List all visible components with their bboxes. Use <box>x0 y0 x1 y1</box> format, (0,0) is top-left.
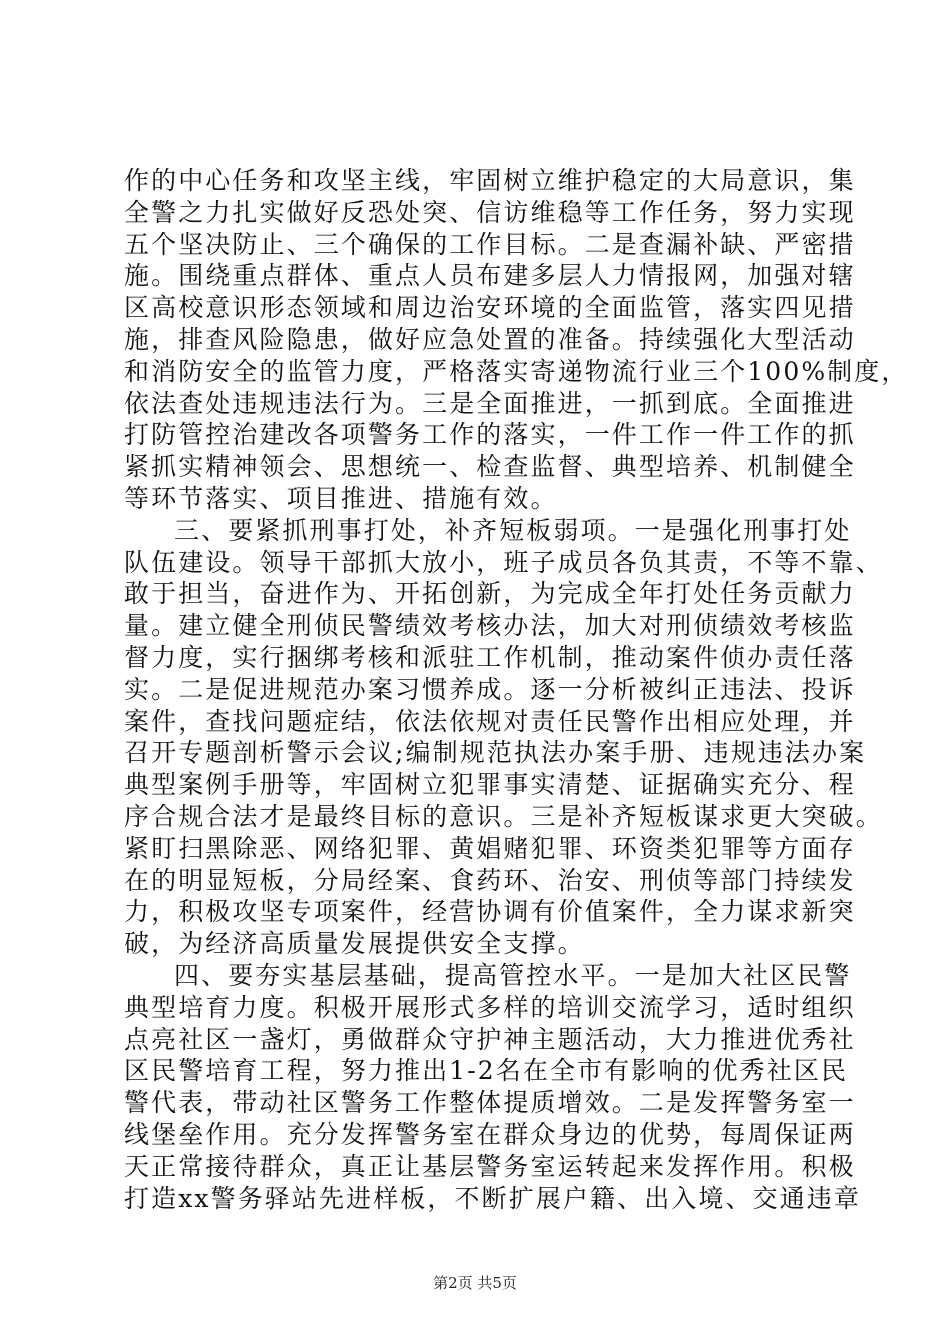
text-line: 督力度，实行捆绑考核和派驻工作机制，推动案件侦办责任落 <box>124 642 856 672</box>
text-line: 施，排查风险隐患，做好应急处置的准备。持续强化大型活动 <box>124 324 856 354</box>
text-line: 打防管控治建改各项警务工作的落实，一件工作一件工作的抓 <box>124 420 856 450</box>
text-line: 等环节落实、项目推进、措施有效。 <box>124 483 558 513</box>
body-text <box>124 165 909 1214</box>
text-line: 区高校意识形态领域和周边治安环境的全面监管，落实四见措 <box>124 293 856 323</box>
text-line: 警代表，带动社区警务工作整体提质增效。二是发挥警务室一 <box>124 1088 856 1118</box>
text-line: 和消防安全的监管力度，严格落实寄递物流行业三个100%制度， <box>124 356 909 386</box>
text-line: 四、要夯实基层基础，提高管控水平。一是加大社区民警 <box>174 960 852 990</box>
text-line: 在的明显短板，分局经案、食药环、治安、刑侦等部门持续发 <box>124 865 856 895</box>
text-line: 实。二是促进规范办案习惯养成。逐一分析被纠正违法、投诉 <box>124 674 856 704</box>
text-line: 作的中心任务和攻坚主线，牢固树立维护稳定的大局意识，集 <box>124 166 856 195</box>
text-line: 线堡垒作用。充分发挥警务室在群众身边的优势，每周保证两 <box>124 1119 856 1149</box>
text-line: 队伍建设。领导干部抓大放小，班子成员各负其责，不等不靠、 <box>124 547 883 577</box>
text-line: 点亮社区一盏灯，勇做群众守护神主题活动，大力推进优秀社 <box>124 1024 856 1054</box>
text-line: 全警之力扎实做好反恐处突、信访维稳等工作任务，努力实现 <box>124 197 856 227</box>
text-line: 序合规合法才是最终目标的意识。三是补齐短板谋求更大突破。 <box>124 801 883 831</box>
text-line: 案件，查找问题症结，依法依规对责任民警作出相应处理，并 <box>124 706 856 736</box>
text-line: 力，积极攻坚专项案件，经营协调有价值案件，全力谋求新突 <box>124 897 856 927</box>
text-line: 依法查处违规违法行为。三是全面推进，一抓到底。全面推进 <box>124 388 856 418</box>
text-line: 施。围绕重点群体、重点人员布建多层人力情报网，加强对辖 <box>124 261 856 291</box>
text-line: 天正常接待群众，真正让基层警务室运转起来发挥作用。积极 <box>124 1151 856 1181</box>
text-line: 量。建立健全刑侦民警绩效考核办法，加大对刑侦绩效考核监 <box>124 611 856 641</box>
text-line: 打造xx警务驿站先进样板，不断扩展户籍、出入境、交通违章 <box>124 1183 862 1213</box>
text-line: 三、要紧抓刑事打处，补齐短板弱项。一是强化刑事打处 <box>174 515 852 545</box>
text-line: 典型案例手册等，牢固树立犯罪事实清楚、证据确实充分、程 <box>124 770 856 800</box>
text-line: 五个坚决防止、三个确保的工作目标。二是查漏补缺、严密措 <box>124 229 856 259</box>
page-footer: 第2页 共5页 <box>433 1274 517 1292</box>
text-line: 典型培育力度。积极开展形式多样的培训交流学习，适时组织 <box>124 992 856 1022</box>
text-line: 紧盯扫黑除恶、网络犯罪、黄娼赌犯罪、环资类犯罪等方面存 <box>124 833 856 863</box>
text-line: 区民警培育工程，努力推出1-2名在全市有影响的优秀社区民 <box>124 1056 849 1086</box>
text-line: 敢于担当，奋进作为、开拓创新，为完成全年打处任务贡献力 <box>124 579 856 609</box>
text-line: 破，为经济高质量发展提供安全支撑。 <box>124 929 585 959</box>
text-line: 紧抓实精神领会、思想统一、检查监督、典型培养、机制健全 <box>124 452 856 482</box>
text-line: 召开专题剖析警示会议;编制规范执法办案手册、违规违法办案 <box>124 738 867 768</box>
